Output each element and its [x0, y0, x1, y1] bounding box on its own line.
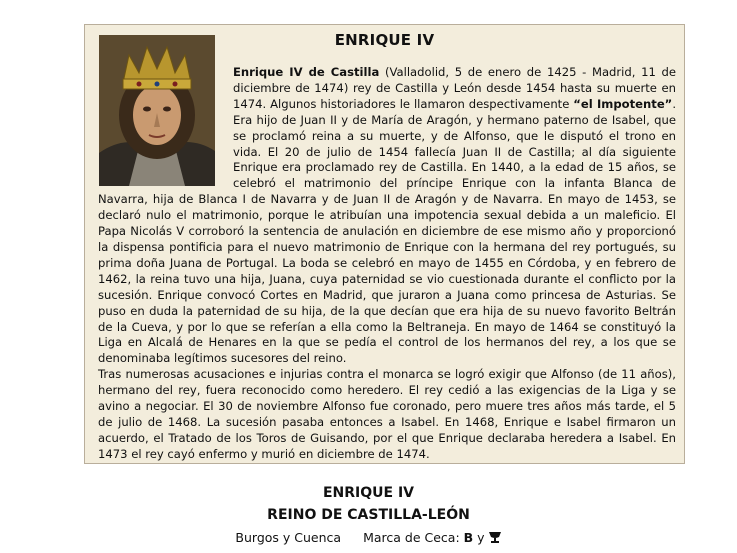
footer-kingdom: REINO DE CASTILLA-LEÓN [267, 507, 470, 523]
mint-mark-b: B [463, 530, 474, 545]
biography-title: ENRIQUE IV [334, 31, 435, 49]
nickname: “el Impotente” [573, 96, 673, 111]
mint-mark-label: Marca de Ceca: [363, 530, 460, 545]
biography-box [84, 24, 685, 464]
footer-title: ENRIQUE IV [322, 485, 415, 501]
goblet-icon [488, 531, 502, 547]
paragraph-1-part-b: . Era hijo de Juan II y de María de Aragón, y hermano paterno de Isabel, que se proclamó reina a su muerte, y de Alfonso, que le disputó el trono en vida. El 20 de julio de 1454 fallecía Juan II de Castilla; al día siguiente Enrique era proclamado rey de Castilla. En 1440, a la edad de 15 años, se celebró el matrimonio del príncipe Enrique con la infanta Blanca de Navarra, hija de Blanca I de Navarra y de Juan II de Aragón y de Navarra. En mayo de 1453, se declaró nulo el matrimonio, porque le atribuían una impotencia sexual debida a un maleficio. El Papa Nicolás V corroboró la sentencia de anulación en diciembre de ese mismo año y proporcionó la dispensa pontificia para el nuevo matrimonio de Enrique con la hermana del rey portugués, su prima doña Juana de Portugal. La boda se celebró en mayo de 1455 en Córdoba, y en febrero de 1462, la reina tuvo una hija, Juana, cuya paternidad se vio cuestionada durante el conflicto por la sucesión. Enrique convocó Cortes en Madrid, que juraron a Juana como princesa de Asturias. Se puso en duda la paternidad de su hija, de la que decían que era hija de su nuevo favorito Beltrán de la Cueva, y por lo que se referían a ella como la Beltraneja. En mayo de 1464 se constituyó la Liga en Alcalá de Henares en la que se pedía el control de los hermanos del rey, a los que se denominaba legítimos sucesores del reino. [98, 96, 676, 366]
biography-paragraph-2: Tras numerosas acusaciones e injurias contra el monarca se logró exigir que Alfonso (de 11 años), hermano del rey, fuera reconocido como heredero. El rey cedió a las exigencias de la Liga y se avino a negociar. El 30 de noviembre Alfonso fue coronado, pero muere tres años más tarde, el 5 de julio de 1468. La sucesión pasaba entonces a Isabel. En 1468, Enrique e Isabel firmaron un acuerdo, el Tratado de los Toros de Guisando, por el que Enrique declaraba heredera a Isabel. En 1473 el rey cayó enfermo y murió en diciembre de 1474. [98, 367, 676, 461]
biography-text [98, 65, 676, 463]
mint-mark-and: y [477, 530, 485, 545]
footer-mint-line [0, 530, 737, 547]
mint-cities: Burgos y Cuenca [235, 530, 342, 545]
paragraph-1-part-a: (Valladolid, 5 de enero de 1425 - Madrid, 11 de diciembre de 1474) rey de Castilla y León desde 1454 hasta su muerte en 1474. Algunos historiadores le llamaron despectivamente [233, 65, 677, 111]
lead-name: Enrique IV de Castilla [233, 65, 380, 79]
